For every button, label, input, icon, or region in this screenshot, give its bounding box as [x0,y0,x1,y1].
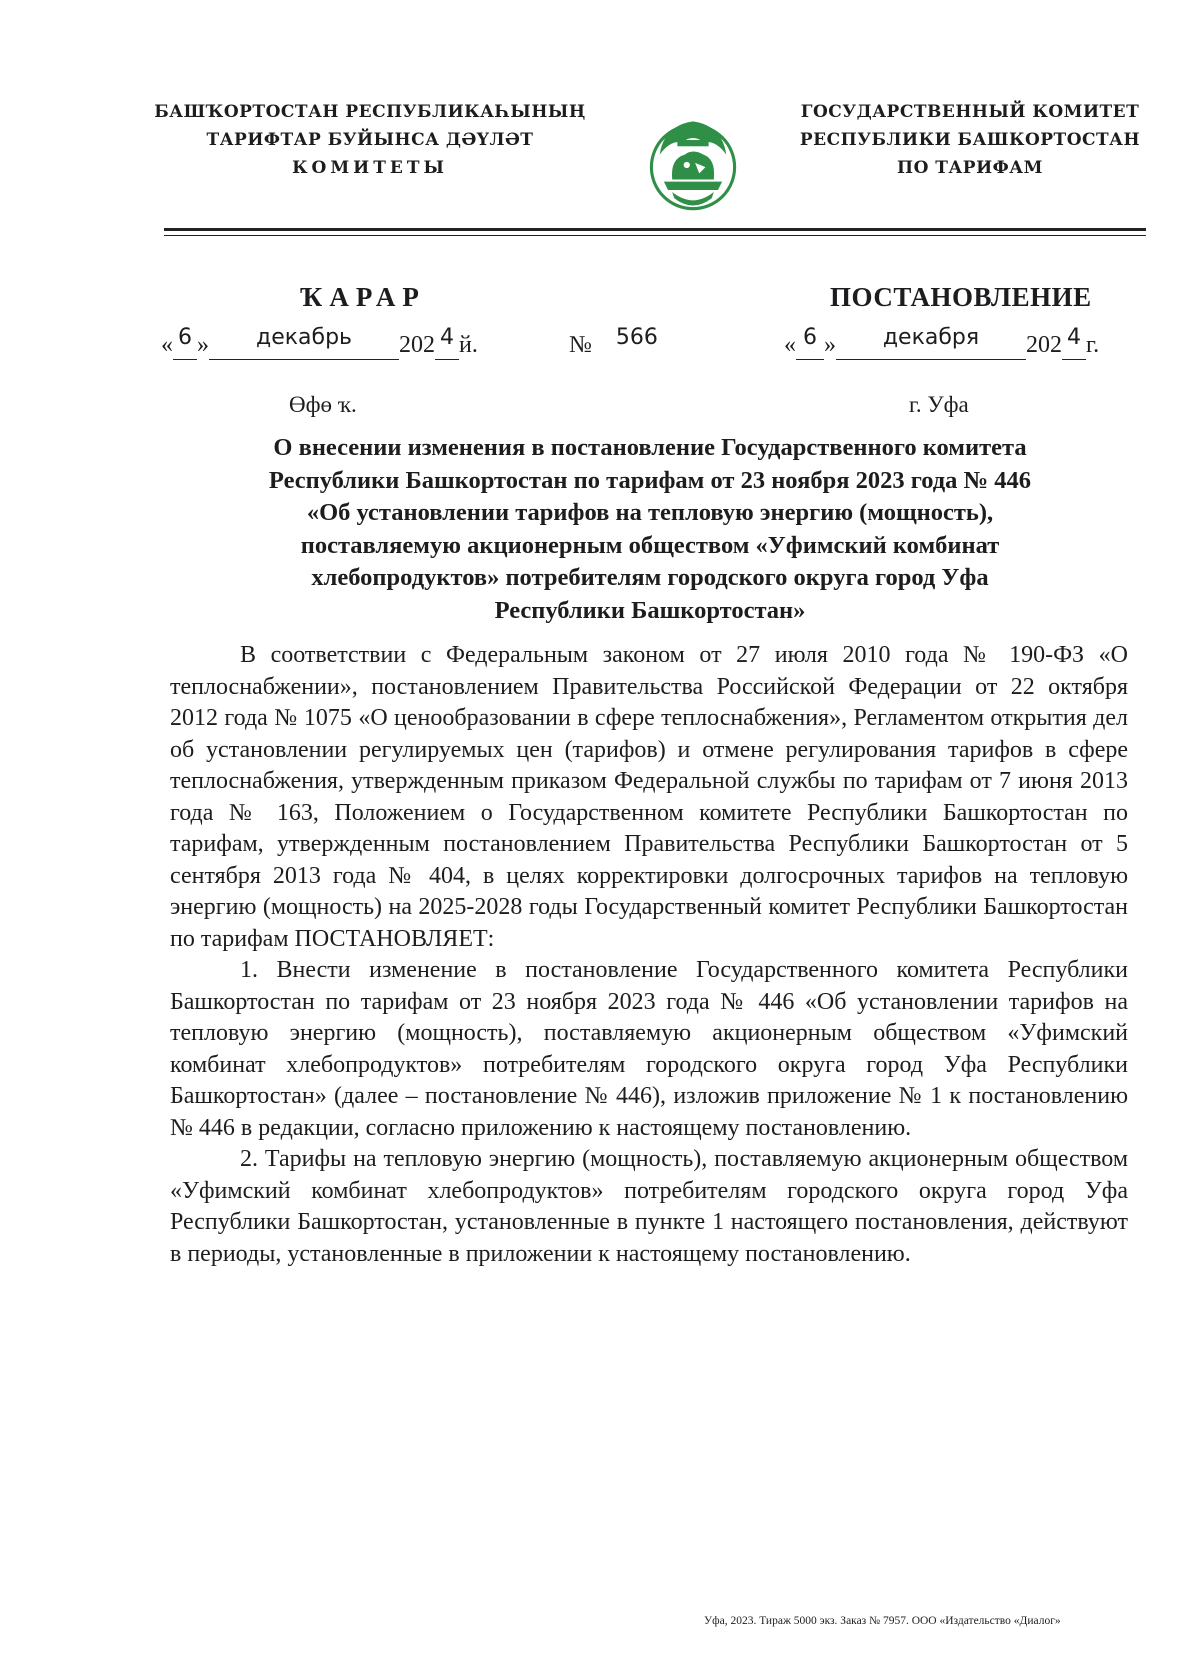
document-body [170,640,1128,1270]
header-right-line: ПО ТАРИФАМ [897,158,1043,178]
date-day: 6 [178,325,192,350]
date-left [161,325,478,360]
date-suffix: й. [459,332,478,358]
coat-of-arms-icon [641,113,745,217]
title-line: хлебопродуктов» потребителям городского округа город Уфа [311,564,989,591]
header-left-block [150,98,590,182]
title-line: «Об установлении тарифов на тепловую энергию (мощность), [306,499,994,526]
header-rule-thick [164,228,1146,231]
header-left-line: ТАРИФТАР БУЙЫНСА ДӘҮЛӘТ [206,130,534,150]
number-sign: № [569,332,592,358]
title-line: О внесении изменения в постановление Государственного комитета [273,434,1027,461]
date-suffix: г. [1086,332,1100,358]
date-month: декабря [882,325,980,350]
date-day: 6 [803,325,817,350]
date-right [784,325,1100,360]
print-footer: Уфа, 2023. Тираж 5000 экз. Заказ № 7957. ООО «Издательство «Диалог» [704,1615,1061,1627]
header-left-line: БАШҠОРТОСТАН РЕСПУБЛИКАҺЫНЫҢ [154,102,586,122]
place-russian: г. Уфа [909,392,969,417]
date-year-prefix: 202 [1026,332,1062,358]
doc-type-russian: ПОСТАНОВЛЕНИЕ [830,282,1092,312]
date-year-prefix: 202 [399,332,435,358]
clause-paragraph: 2. Тарифы на тепловую энергию (мощность), поставляемую акционерным обществом «Уфимский комбинат хлебопродуктов» потребителям городского округа город Уфа Республики Башкортостан, установленные в пункте 1 настоящего постановления, действуют в периоды, установленные в приложении к настоящему постановлению. [170,1146,1128,1267]
number-value: 566 [615,325,658,350]
header-right-line: РЕСПУБЛИКИ БАШКОРТОСТАН [799,130,1141,150]
date-month: декабрь [255,325,352,350]
title-line: Республики Башкортостан» [494,596,806,624]
date-year-digit: 4 [1067,325,1081,350]
quote-open: « [161,332,173,358]
preamble-paragraph: В соответствии с Федеральным законом от 27 июля 2010 года № 190-ФЗ «О теплоснабжении», постановлением Правительства Российской Федерации от 22 октября 2012 года № 1075 «О ценообразовании в сфере теплоснабжения», Регламентом открытия дел об установлении регулируемых цен (тарифов) и отмене регулирования тарифов в сфере теплоснабжения, утвержденным приказом Федеральной службы по тарифам от 7 июня 2013 года № 163, Положением о Государственном комитете Республики Башкортостан по тарифам, утвержденным постановлением Правительства Республики Башкортостан от 5 сентября 2013 года № 404, в целях корректировки долгосрочных тарифов на тепловую энергию (мощность) на 2025-2028 годы Государственный комитет Республики Башкортостан по тарифам ПОСТАНОВЛЯЕТ: [170,642,1128,952]
header-left-line: КОМИТЕТЫ [292,158,448,178]
header-right-block [780,98,1160,182]
title-line: Республики Башкортостан по тарифам от 23 ноября 2023 года № 446 [268,466,1032,494]
document-title [170,432,1130,627]
place-bashkir: Өфө ҡ. [289,392,357,417]
header-rule-thin [164,235,1146,236]
title-line: поставляемую акционерным обществом «Уфимский комбинат [300,531,1000,559]
quote-close: » [197,332,209,358]
document-number [569,325,658,359]
quote-open: « [784,332,796,358]
header-right-line: ГОСУДАРСТВЕННЫЙ КОМИТЕТ [800,102,1140,122]
quote-close: » [824,332,836,358]
clause-paragraph: 1. Внести изменение в постановление Государственного комитета Республики Башкортостан по тарифам от 23 ноября 2023 года № 446 «Об установлении тарифов на тепловую энергию (мощность), поставляемую акционерным обществом «Уфимский комбинат хлебопродуктов» потребителям городского округа город Уфа Республики Башкортостан» (далее – постановление № 446), изложив приложение № 1 к постановлению № 446 в редакции, согласно приложению к настоящему постановлению. [170,957,1128,1141]
doc-type-bashkir: ҠАРАР [300,282,426,312]
date-year-digit: 4 [440,325,454,350]
